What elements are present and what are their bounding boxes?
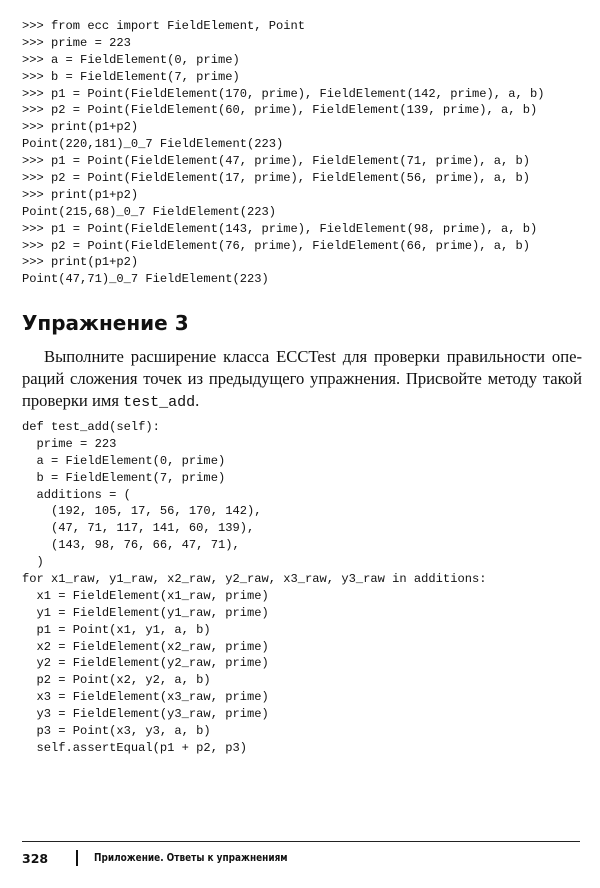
paragraph-line-3-suffix: . bbox=[195, 391, 200, 410]
code-bottom-line: y3 = FieldElement(y3_raw, prime) bbox=[22, 707, 269, 722]
code-top-line: >>> b = FieldElement(7, prime) bbox=[22, 69, 240, 84]
code-top-line: >>> prime = 223 bbox=[22, 35, 131, 50]
code-bottom-line: additions = ( bbox=[22, 487, 131, 502]
code-top-line: Point(47,71)_0_7 FieldElement(223) bbox=[22, 272, 269, 287]
code-bottom-line: (192, 105, 17, 56, 170, 142), bbox=[22, 504, 262, 519]
inline-code-method-name: test_add bbox=[123, 394, 196, 411]
code-top-line: >>> from ecc import FieldElement, Point bbox=[22, 19, 306, 33]
code-top-line: >>> a = FieldElement(0, prime) bbox=[22, 52, 240, 67]
code-top-line: >>> p2 = Point(FieldElement(60, prime), FieldElement(139, prime), a, b) bbox=[22, 103, 538, 118]
code-bottom-line: def test_add(self): bbox=[22, 420, 160, 434]
page-footer bbox=[22, 850, 321, 866]
paragraph-line-3-prefix: проверки имя bbox=[22, 391, 124, 410]
code-top-line: >>> p1 = Point(FieldElement(47, prime), FieldElement(71, prime), a, b) bbox=[22, 154, 531, 169]
code-bottom-line: (47, 71, 117, 141, 60, 139), bbox=[22, 521, 255, 536]
code-top-line: >>> print(p1+p2) bbox=[22, 187, 139, 202]
code-top-line: >>> print(p1+p2) bbox=[22, 120, 139, 135]
code-bottom-line: p1 = Point(x1, y1, a, b) bbox=[22, 622, 211, 637]
paragraph-line-2: раций сложения точек из предыдущего упражнения. Присвойте методу такой bbox=[22, 369, 582, 388]
code-bottom-line: y1 = FieldElement(y1_raw, prime) bbox=[22, 605, 269, 620]
code-bottom-line: ) bbox=[22, 555, 44, 570]
code-bottom-line: prime = 223 bbox=[22, 436, 117, 451]
code-bottom-line: p2 = Point(x2, y2, a, b) bbox=[22, 673, 211, 688]
code-top-line: >>> p1 = Point(FieldElement(143, prime), FieldElement(98, prime), a, b) bbox=[22, 221, 538, 236]
code-bottom-line: x2 = FieldElement(x2_raw, prime) bbox=[22, 639, 269, 654]
footer-separator bbox=[76, 850, 78, 866]
code-bottom-line: (143, 98, 76, 66, 47, 71), bbox=[22, 538, 240, 553]
code-bottom-line: a = FieldElement(0, prime) bbox=[22, 453, 226, 468]
footer-rule bbox=[22, 841, 580, 842]
code-top-line: >>> p2 = Point(FieldElement(17, prime), FieldElement(56, prime), a, b) bbox=[22, 171, 531, 186]
code-bottom-line: self.assertEqual(p1 + p2, p3) bbox=[22, 740, 247, 755]
code-listing-session bbox=[22, 18, 545, 288]
section-heading: Упражнение 3 bbox=[22, 311, 189, 335]
code-listing-test-add bbox=[22, 419, 486, 757]
code-top-line: >>> p1 = Point(FieldElement(170, prime), FieldElement(142, prime), a, b) bbox=[22, 86, 545, 101]
page-number: 328 bbox=[22, 850, 49, 866]
code-top-line: >>> p2 = Point(FieldElement(76, prime), FieldElement(66, prime), a, b) bbox=[22, 238, 531, 253]
code-bottom-line: for x1_raw, y1_raw, x2_raw, y2_raw, x3_raw, y3_raw in additions: bbox=[22, 572, 487, 587]
paragraph-line-1: Выполните расширение класса ECCTest для проверки правильности опе- bbox=[44, 347, 582, 366]
code-top-line: Point(220,181)_0_7 FieldElement(223) bbox=[22, 137, 284, 152]
paragraph-line-3 bbox=[22, 390, 582, 414]
code-bottom-line: b = FieldElement(7, prime) bbox=[22, 470, 226, 485]
code-top-line: Point(215,68)_0_7 FieldElement(223) bbox=[22, 204, 277, 219]
chapter-title: Приложение. Ответы к упражнениям bbox=[93, 852, 288, 864]
code-bottom-line: x3 = FieldElement(x3_raw, prime) bbox=[22, 690, 269, 705]
code-bottom-line: p3 = Point(x3, y3, a, b) bbox=[22, 724, 211, 739]
exercise-paragraph bbox=[22, 346, 582, 414]
code-bottom-line: x1 = FieldElement(x1_raw, prime) bbox=[22, 588, 269, 603]
code-bottom-line: y2 = FieldElement(y2_raw, prime) bbox=[22, 656, 269, 671]
code-top-line: >>> print(p1+p2) bbox=[22, 255, 139, 270]
